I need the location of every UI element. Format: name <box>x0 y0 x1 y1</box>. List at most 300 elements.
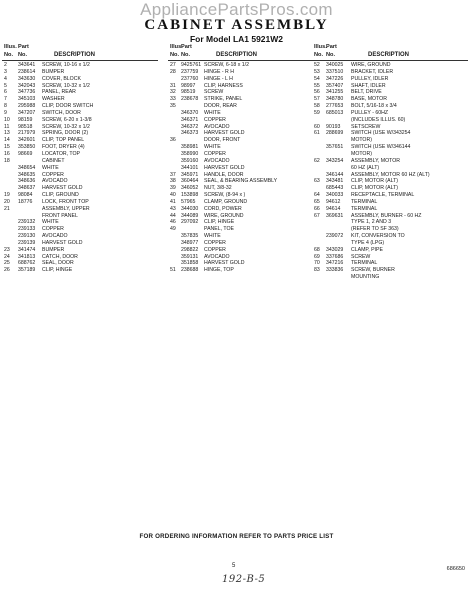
part-number: 358981 <box>181 144 199 151</box>
part-description: SCREW, 6-20 x 1-3/8 <box>42 116 92 123</box>
table-row <box>2 69 162 76</box>
table-row <box>2 213 162 220</box>
column-header <box>2 43 162 61</box>
illus-number: 16 <box>4 150 10 157</box>
table-row <box>312 110 472 117</box>
part-number: 98159 <box>18 116 33 123</box>
part-number: 98519 <box>181 89 196 96</box>
illus-number: 69 <box>314 253 320 260</box>
part-description: PULLEY, IDLER <box>351 75 389 82</box>
table-row <box>312 83 472 90</box>
part-description: CORD, POWER <box>204 205 242 212</box>
table-row <box>168 192 318 199</box>
part-description: SWITCH, DOOR <box>42 109 81 116</box>
table-row <box>168 233 318 240</box>
part-number: 357407 <box>326 82 344 89</box>
part-description: CATCH, DOOR <box>42 253 78 260</box>
table-row <box>312 151 472 158</box>
part-number: 94614 <box>326 205 341 212</box>
illus-number: 56 <box>314 89 320 96</box>
table-row <box>2 137 162 144</box>
illus-number: 25 <box>4 260 10 267</box>
table-row <box>2 267 162 274</box>
part-number: 239072 <box>326 233 344 240</box>
part-number: 348654 <box>18 164 36 171</box>
table-row <box>312 144 472 151</box>
illus-number: 28 <box>170 68 176 75</box>
header-no: No. <box>4 52 14 58</box>
illus-number: 15 <box>4 144 10 151</box>
table-row <box>2 260 162 267</box>
part-description: RECEPTACLE, TERMINAL <box>351 192 415 199</box>
part-number: 347226 <box>326 75 344 82</box>
illus-number: 24 <box>4 253 10 260</box>
header-description: DESCRIPTION <box>368 52 410 58</box>
part-description: SCREW <box>204 89 224 96</box>
part-number: 217979 <box>18 130 36 137</box>
table-row <box>312 199 472 206</box>
part-description: WIRE, GROUND <box>351 62 391 68</box>
part-description: SCREW <box>351 253 371 260</box>
table-row <box>168 260 318 267</box>
part-description: AVOCADO <box>204 157 230 164</box>
table-row <box>168 158 318 165</box>
table-row <box>2 192 162 199</box>
handwritten-note: 192-B-5 <box>222 574 266 585</box>
part-description: CLIP, MOTOR (ALT) <box>351 185 398 192</box>
part-description: TERMINAL <box>351 260 378 267</box>
part-number: 239130 <box>18 233 36 240</box>
part-description: COPPER <box>204 150 226 157</box>
part-description: HINGE - L H <box>204 75 233 82</box>
part-number: 153898 <box>181 192 199 199</box>
table-row <box>312 233 472 240</box>
part-number: 297092 <box>181 219 199 226</box>
table-row <box>2 254 162 261</box>
part-number: 351858 <box>181 260 199 267</box>
part-description: SCREW, BURNER <box>351 267 395 274</box>
table-row <box>312 254 472 261</box>
table-row <box>2 199 162 206</box>
table-row <box>2 110 162 117</box>
table-row <box>312 192 472 199</box>
illus-number: 41 <box>170 198 176 205</box>
part-number: 343641 <box>18 62 36 68</box>
part-number: 347207 <box>18 109 36 116</box>
part-number: 343029 <box>326 246 344 253</box>
page-title: CABINET ASSEMBLY <box>144 17 329 33</box>
part-description: WASHER <box>42 96 65 103</box>
illus-number: 52 <box>314 62 320 68</box>
table-row <box>312 76 472 83</box>
table-row <box>312 62 472 69</box>
table-row <box>168 240 318 247</box>
part-description: CLAMP, GROUND <box>204 198 248 205</box>
header-part-no: No. <box>326 52 336 58</box>
illus-number: 6 <box>4 89 7 96</box>
part-number: 333836 <box>326 267 344 274</box>
illus-number: 32 <box>170 89 176 96</box>
table-row <box>312 117 472 124</box>
part-number: 348635 <box>18 171 36 178</box>
part-number: 345971 <box>181 171 199 178</box>
part-number: 288699 <box>326 130 344 137</box>
parts-list <box>312 62 472 281</box>
table-row <box>2 185 162 192</box>
part-description: HARVEST GOLD <box>204 260 245 267</box>
table-row <box>2 178 162 185</box>
part-number: 98997 <box>181 82 196 89</box>
part-description: AVOCADO <box>42 178 68 185</box>
part-number: 357835 <box>181 233 199 240</box>
part-description: TERMINAL <box>351 205 378 212</box>
table-row <box>2 89 162 96</box>
table-row <box>168 103 318 110</box>
part-description: BOLT, 5/16-18 x 3/4 <box>351 103 397 110</box>
header-no: No. <box>170 52 180 58</box>
part-description: TYPE 1, 2 AND 3 <box>351 219 392 226</box>
table-row <box>168 213 318 220</box>
part-number: 346370 <box>181 109 199 116</box>
part-description: BUMPER <box>42 246 65 253</box>
table-row <box>312 226 472 233</box>
table-row <box>312 260 472 267</box>
part-number: 237759 <box>181 68 199 75</box>
part-number: 359131 <box>181 253 199 260</box>
part-description: KIT, CONVERSION TO <box>351 233 405 240</box>
illus-number: 43 <box>170 205 176 212</box>
part-description: NUT, 3/8-32 <box>204 185 232 192</box>
part-number: 344089 <box>181 212 199 219</box>
part-number: 358990 <box>181 150 199 157</box>
part-number: 346373 <box>181 130 199 137</box>
part-description: COPPER <box>42 226 64 233</box>
part-description: PANEL, REAR <box>42 89 76 96</box>
part-number: 239132 <box>18 219 36 226</box>
illus-number: 53 <box>314 68 320 75</box>
part-number: 342601 <box>18 137 36 144</box>
parts-column-1 <box>2 43 162 274</box>
illus-number: 51 <box>170 267 176 274</box>
table-row <box>2 151 162 158</box>
table-row <box>2 206 162 213</box>
part-description: HARVEST GOLD <box>42 185 83 192</box>
table-row <box>312 158 472 165</box>
table-row <box>168 83 318 90</box>
illus-number: 8 <box>4 103 7 110</box>
part-number: 90193 <box>326 123 341 130</box>
illus-number: 65 <box>314 198 320 205</box>
header-part: Part <box>18 44 29 50</box>
part-number: 348780 <box>326 96 344 103</box>
table-row <box>2 158 162 165</box>
part-description: HARVEST GOLD <box>204 164 245 171</box>
part-description: WIRE, GROUND <box>204 212 244 219</box>
part-description: CLIP, HINGE <box>204 219 235 226</box>
part-number: 348637 <box>18 185 36 192</box>
part-number: 685013 <box>326 109 344 116</box>
header-no: No. <box>314 52 324 58</box>
illus-number: 4 <box>4 75 7 82</box>
part-description: FOOT, DRYER (4) <box>42 144 85 151</box>
table-row <box>2 83 162 90</box>
table-row <box>168 89 318 96</box>
illus-number: 54 <box>314 75 320 82</box>
illus-number: 40 <box>170 192 176 199</box>
ordering-note: FOR ORDERING INFORMATION REFER TO PARTS PRICE LIST <box>139 533 334 540</box>
part-number: 237760 <box>181 75 199 82</box>
table-row <box>2 96 162 103</box>
part-description: WHITE <box>204 109 221 116</box>
table-row <box>168 130 318 137</box>
illus-number: 5 <box>4 82 7 89</box>
part-number: 341813 <box>18 253 36 260</box>
part-description: CLIP, DOOR SWITCH <box>42 103 94 110</box>
table-row <box>168 185 318 192</box>
table-row <box>2 124 162 131</box>
illus-number: 19 <box>4 192 10 199</box>
part-description: COPPER <box>42 171 64 178</box>
table-row <box>168 144 318 151</box>
part-number: 238614 <box>18 68 36 75</box>
part-number: 369631 <box>326 212 344 219</box>
part-number: 344101 <box>181 164 199 171</box>
part-description: BASE, MOTOR <box>351 96 387 103</box>
part-description: CLIP, HINGE <box>42 267 73 274</box>
part-description: COPPER <box>204 246 226 253</box>
part-number: 348636 <box>18 178 36 185</box>
table-row <box>2 172 162 179</box>
part-number: 298822 <box>181 246 199 253</box>
part-description: SWITCH (USE W/346144 <box>351 144 411 151</box>
illus-number: 46 <box>170 219 176 226</box>
part-description: COPPER <box>204 239 226 246</box>
illus-number: 13 <box>4 130 10 137</box>
part-description: SCREW, 6-18 x 1/2 <box>204 62 249 68</box>
header-description: DESCRIPTION <box>216 52 258 58</box>
part-number: 9425761 <box>181 62 202 68</box>
table-row <box>312 96 472 103</box>
part-description: AVOCADO <box>42 233 68 240</box>
part-number: 347736 <box>18 89 36 96</box>
part-description: TERMINAL <box>351 198 378 205</box>
part-description: BELT, DRIVE <box>351 89 382 96</box>
table-row <box>2 219 162 226</box>
table-row <box>168 96 318 103</box>
illus-number: 36 <box>170 137 176 144</box>
parts-column-3 <box>312 43 472 281</box>
part-description: SEAL, DOOR <box>42 260 74 267</box>
part-description: HINGE - R H <box>204 68 234 75</box>
part-description: SPRING, DOOR (2) <box>42 130 89 137</box>
model-subtitle: For Model LA1 5921W2 <box>189 34 284 44</box>
part-description: PANEL, TOE <box>204 226 234 233</box>
part-description: STRIKE, PANEL <box>204 96 243 103</box>
parts-column-2 <box>168 43 318 274</box>
part-description: WHITE <box>204 144 221 151</box>
part-description: CLAMP, PIPE <box>351 246 383 253</box>
table-row <box>2 103 162 110</box>
part-description: SCREW, 10-32 x 1/2 <box>42 82 90 89</box>
part-number: 98518 <box>18 123 33 130</box>
part-number: 94612 <box>326 198 341 205</box>
header-illus: Illus. <box>4 44 17 50</box>
table-row <box>312 178 472 185</box>
illus-number: 55 <box>314 82 320 89</box>
watermark: AppliancePartsPros.com <box>140 0 333 19</box>
table-row <box>168 178 318 185</box>
illus-number: 39 <box>170 185 176 192</box>
part-number: 346052 <box>181 185 199 192</box>
table-row <box>168 69 318 76</box>
part-description: MOUNTING <box>351 274 380 281</box>
illus-number: 67 <box>314 212 320 219</box>
part-description: 60 HZ (ALT) <box>351 164 380 171</box>
part-description: HANDLE, DOOR <box>204 171 244 178</box>
part-description: CABINET <box>42 157 65 164</box>
table-row <box>168 226 318 233</box>
illus-number: 11 <box>4 123 10 130</box>
table-row <box>168 199 318 206</box>
table-row <box>312 219 472 226</box>
illus-number: 83 <box>314 267 320 274</box>
table-row <box>168 247 318 254</box>
table-row <box>312 185 472 192</box>
part-number: 345103 <box>18 96 36 103</box>
illus-number: 62 <box>314 157 320 164</box>
header-illus: Illus. <box>170 44 183 50</box>
table-row <box>168 172 318 179</box>
part-number: 359160 <box>181 157 199 164</box>
illus-number: 44 <box>170 212 176 219</box>
illus-number: 38 <box>170 178 176 185</box>
part-number: 357189 <box>18 267 36 274</box>
page-number: 5 <box>232 563 236 569</box>
part-number: 346372 <box>181 123 199 130</box>
table-row <box>2 240 162 247</box>
part-description: (INCLUDES ILLUS. 60) <box>351 116 406 123</box>
illus-number: 3 <box>4 68 7 75</box>
part-number: 353850 <box>18 144 36 151</box>
part-number: 360464 <box>181 178 199 185</box>
header-illus: Illus. <box>314 44 327 50</box>
table-row <box>168 267 318 274</box>
part-description: LOCK, FRONT TOP <box>42 198 89 205</box>
header-part-no: No. <box>18 52 28 58</box>
table-row <box>168 151 318 158</box>
illus-number: 61 <box>314 130 320 137</box>
part-number: 337686 <box>326 253 344 260</box>
part-description: DOOR, REAR <box>204 103 237 110</box>
part-description: WHITE <box>42 219 59 226</box>
part-number: 346371 <box>181 116 199 123</box>
part-number: 98669 <box>18 150 33 157</box>
part-description: LOCATOR, TOP <box>42 150 80 157</box>
parts-list <box>168 62 318 274</box>
part-description: ASSEMBLY, BURNER - 60 HZ <box>351 212 422 219</box>
table-row <box>168 76 318 83</box>
illus-number: 68 <box>314 246 320 253</box>
illus-number: 21 <box>4 205 10 212</box>
part-number: 18776 <box>18 198 33 205</box>
part-description: SCREW, 10-32 x 1/2 <box>42 123 90 130</box>
part-number: 344030 <box>181 205 199 212</box>
part-description: SWITCH (USE W/343254 <box>351 130 411 137</box>
part-description: WHITE <box>204 233 221 240</box>
part-description: SETSCREW <box>351 123 381 130</box>
part-number: 688762 <box>18 260 36 267</box>
part-number: 347216 <box>326 260 344 267</box>
part-number: 238678 <box>181 96 199 103</box>
illus-number: 64 <box>314 192 320 199</box>
part-number: 277653 <box>326 103 344 110</box>
illus-number: 59 <box>314 109 320 116</box>
part-number: 357651 <box>326 144 344 151</box>
table-row <box>312 89 472 96</box>
part-number: 685443 <box>326 185 344 192</box>
table-row <box>168 62 318 69</box>
column-header <box>168 43 318 61</box>
part-description: AVOCADO <box>204 123 230 130</box>
part-description: TYPE 4 (LPG) <box>351 239 385 246</box>
part-number: 98084 <box>18 192 33 199</box>
part-number: 238688 <box>181 267 199 274</box>
illus-number: 27 <box>170 62 176 68</box>
document-code: 686650 <box>446 566 465 572</box>
part-description: (REFER TO SF 363) <box>351 226 399 233</box>
illus-number: 66 <box>314 205 320 212</box>
part-description: PULLEY - 60HZ <box>351 109 389 116</box>
table-row <box>312 240 472 247</box>
table-row <box>2 165 162 172</box>
part-number: 342043 <box>18 82 36 89</box>
part-description: WHITE <box>42 164 59 171</box>
illus-number: 31 <box>170 82 176 89</box>
table-row <box>2 226 162 233</box>
table-row <box>168 117 318 124</box>
part-description: HARVEST GOLD <box>204 130 245 137</box>
illus-number: 7 <box>4 96 7 103</box>
header-part: Part <box>181 44 192 50</box>
part-description: SHAFT, IDLER <box>351 82 386 89</box>
illus-number: 37 <box>170 171 176 178</box>
part-description: AVOCADO <box>204 253 230 260</box>
table-row <box>312 137 472 144</box>
part-number: 348977 <box>181 239 199 246</box>
column-header <box>312 43 472 61</box>
illus-number: 35 <box>170 103 176 110</box>
table-row <box>2 130 162 137</box>
table-row <box>312 206 472 213</box>
part-number: 340033 <box>326 192 344 199</box>
part-description: MOTOR) <box>351 137 372 144</box>
part-description: SEAL, & BEARING ASSEMBLY <box>204 178 278 185</box>
part-number: 343254 <box>326 157 344 164</box>
illus-number: 14 <box>4 137 10 144</box>
part-description: ASSEMBLY, UPPER <box>42 205 90 212</box>
part-number: 57965 <box>181 198 196 205</box>
table-row <box>2 117 162 124</box>
illus-number: 49 <box>170 226 176 233</box>
part-description: CLIP, HARNESS <box>204 82 243 89</box>
table-row <box>2 233 162 240</box>
table-row <box>2 62 162 69</box>
illus-number: 10 <box>4 116 10 123</box>
table-row <box>2 76 162 83</box>
illus-number: 60 <box>314 123 320 130</box>
part-description: CLIP, TOP PANEL <box>42 137 85 144</box>
part-description: CLIP, MOTOR (ALT) <box>351 178 398 185</box>
